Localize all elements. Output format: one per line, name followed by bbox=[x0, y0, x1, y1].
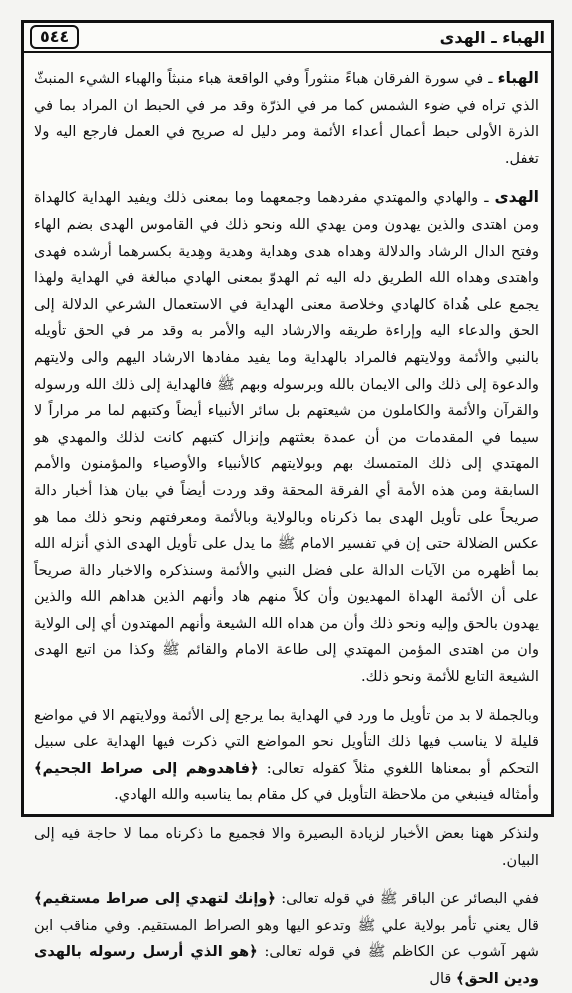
entry-lemma: الهدى bbox=[494, 188, 539, 207]
entry-huda bbox=[34, 184, 539, 690]
page-frame bbox=[21, 20, 554, 987]
paragraph-conclusion bbox=[34, 703, 539, 809]
entry-text: ـ في سورة الفرقان هباءً منثوراً وفي الواقعة هباء منبثاً والهباء الشيء المنبثّ الذي تراه في ضوء الشمس كما مر في الذرّة وقد مر في الحبط ان المراد بما في الذرة الأولى حبط أعمال أعداء الأئمة ومر دليل له صريح في العمل فارجع اليه ولا تغفل. bbox=[34, 70, 539, 167]
entry-habaa bbox=[34, 65, 539, 172]
paragraph-text: وبالجملة لا بد من تأويل ما ورد في الهداية بما يرجع إلى الأئمة وولايتهم الا في مواضع قليلة لا يناسب فيها ذلك التأويل نحو المواضع التي ذكرت فيها الهداية على سبيل التحكم أو بمعناها اللغوي مثلاً كقوله تعالى: bbox=[34, 706, 539, 777]
paragraph-hadith bbox=[34, 886, 539, 992]
quran-quote: ﴿هو الذي أرسل رسوله بالهدى ودين الحق﴾ bbox=[34, 943, 539, 987]
body-text bbox=[34, 65, 539, 987]
entry-text: ـ والهادي والمهتدي مفردهما وجمعهما وما بمعنى ذلك ويفيد الهداية كالهداة ومن اهتدى والذين يهدون ومن يهدي الله ونحو ذلك في القاموس الهدى بضم الهاء وفتح الدال الرشاد والدلالة وهداه هدى وهداية وهدية وهِدية بكسرهما أرشده فهدى واهتدى وهداه الله الطريق دله اليه ثم الهدوّ بمعنى الهادي مبالغة في الهداية ولهذا يجمع على هُداة كالهادي وخلاصة معنى الهداية في الاستعمال الشرعي الدلالة إلى الحق والدعاء اليه وإراءة طريقه والارشاد اليه والأمر به وقد مر في الحق تأويله بالنبي والأئمة وولايتهم فالمراد بالهداية وما يفيد مفادها الارشاد اليهم والى ولايتهم والدعوة إلى ذلك والى الايمان بالله وبرسوله وبهم ﷺ فالهداية إلى ذلك الله ورسوله والقرآن والأئمة والكاملون من شيعتهم بل سائر الأنبياء أيضاً وكتبهم لما مر مراراً لا سيما في المقدمات من أن عمدة بعثتهم وإنزال كتبهم كانت لذلك والمهدي هو المهتدي إلى ذلك المتمسك بهم وبولايتهم كالأنبياء والأوصياء والمؤمنون والأمم السابقة ومن هذه الأمة أي الفرقة المحقة وقد وردت أيضاً في بيان هذا أخبار دالة صريحاً على تأويل الهدى بما ذكرناه وبالولاية وبالأئمة ومعرفتهم ونحو ذلك مما هو عكس الضلالة حتى إن في تفسير الامام ﷺ ما يدل على تأويل الهدى الذي أنزله الله بما أظهره من الآيات الدالة على فضل النبي والأئمة وسنذكره والاخبار دالة صريحاً على أن الأئمة الهداة المهديون وأن كلاً منهم هاد وأنهم الذين هداهم الله والذين يهدون بالحق وإليه ونحو ذلك وأن من هداه الله الشيعة وأنهم المهتدون أي إلى الولاية وان من اهتدى المؤمن المهتدي إلى طاعة الامام والقائم ﷺ وكذا من اتبع الهدى الشيعة التابع للأئمة ونحو ذلك. bbox=[34, 189, 539, 686]
paragraph-text: ولنذكر ههنا بعض الأخبار لزيادة البصيرة والا فجميع ما ذكرناه مما لا حاجة فيه إلى البيان. bbox=[34, 825, 539, 869]
page-number: ٥٤٤ bbox=[30, 25, 79, 49]
paragraph-text: وأمثاله فينبغي من ملاحظة التأويل في كل مقام بما يناسبه والله الهادي. bbox=[114, 786, 539, 804]
entry-lemma: الهباء bbox=[497, 69, 539, 87]
paragraph-text: ففي البصائر عن الباقر ﷺ في قوله تعالى: bbox=[276, 890, 539, 908]
quran-quote: ﴿وإنك لتهدي إلى صراط مستقيم﴾ bbox=[34, 890, 276, 908]
paragraph-text: قال bbox=[429, 970, 457, 987]
quran-quote: ﴿فاهدوهم إلى صراط الجحيم﴾ bbox=[34, 759, 259, 777]
paragraph-text: قال يعني تأمر بولاية علي ﷺ وتدعو اليها وهو الصراط المستقيم. وفي مناقب ابن شهر آشوب عن الكاظم ﷺ في قوله تعالى: bbox=[34, 916, 539, 961]
page-header bbox=[24, 23, 551, 53]
running-title: الهباء ـ الهدى bbox=[439, 27, 545, 47]
paragraph-intro-hadith bbox=[34, 821, 539, 874]
